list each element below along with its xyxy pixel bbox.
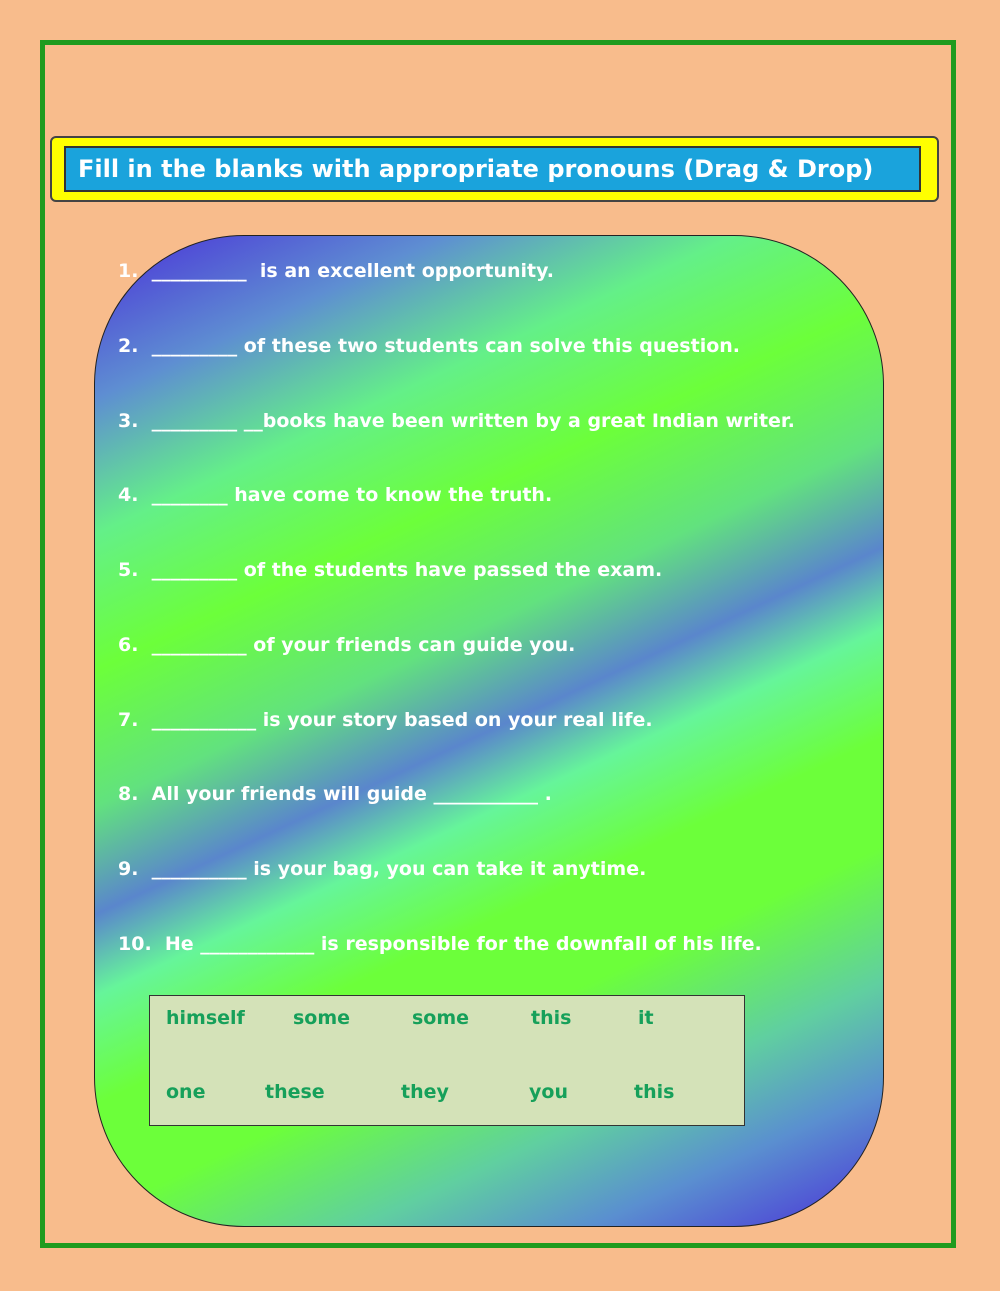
page-title: Fill in the blanks with appropriate pronouns (Drag & Drop) [78, 155, 874, 183]
word-this-2[interactable]: this [634, 1081, 675, 1103]
question-1[interactable]: 1. __________ is an excellent opportunity. [118, 260, 554, 282]
title-banner [50, 136, 939, 202]
question-4[interactable]: 4. ________ have come to know the truth. [118, 484, 553, 506]
word-this-1[interactable]: this [531, 1007, 572, 1029]
word-some-2[interactable]: some [412, 1007, 470, 1029]
question-10[interactable]: 10. He ____________ is responsible for the downfall of his life. [118, 933, 762, 955]
question-5[interactable]: 5. _________ of the students have passed the exam. [118, 559, 663, 581]
question-8[interactable]: 8. All your friends will guide ___________ . [118, 783, 552, 805]
question-6[interactable]: 6. __________ of your friends can guide you. [118, 634, 576, 656]
word-himself[interactable]: himself [166, 1007, 245, 1029]
word-some-1[interactable]: some [293, 1007, 351, 1029]
question-3[interactable]: 3. _________ __books have been written by a great Indian writer. [118, 410, 795, 432]
word-one[interactable]: one [166, 1081, 206, 1103]
word-they[interactable]: they [401, 1081, 449, 1103]
word-bank [149, 995, 745, 1126]
question-2[interactable]: 2. _________ of these two students can solve this question. [118, 335, 741, 357]
question-7[interactable]: 7. ___________ is your story based on your real life. [118, 709, 653, 731]
word-it[interactable]: it [638, 1007, 654, 1029]
title-box [64, 146, 921, 192]
question-9[interactable]: 9. __________ is your bag, you can take it anytime. [118, 858, 647, 880]
word-you[interactable]: you [529, 1081, 568, 1103]
word-these[interactable]: these [265, 1081, 325, 1103]
